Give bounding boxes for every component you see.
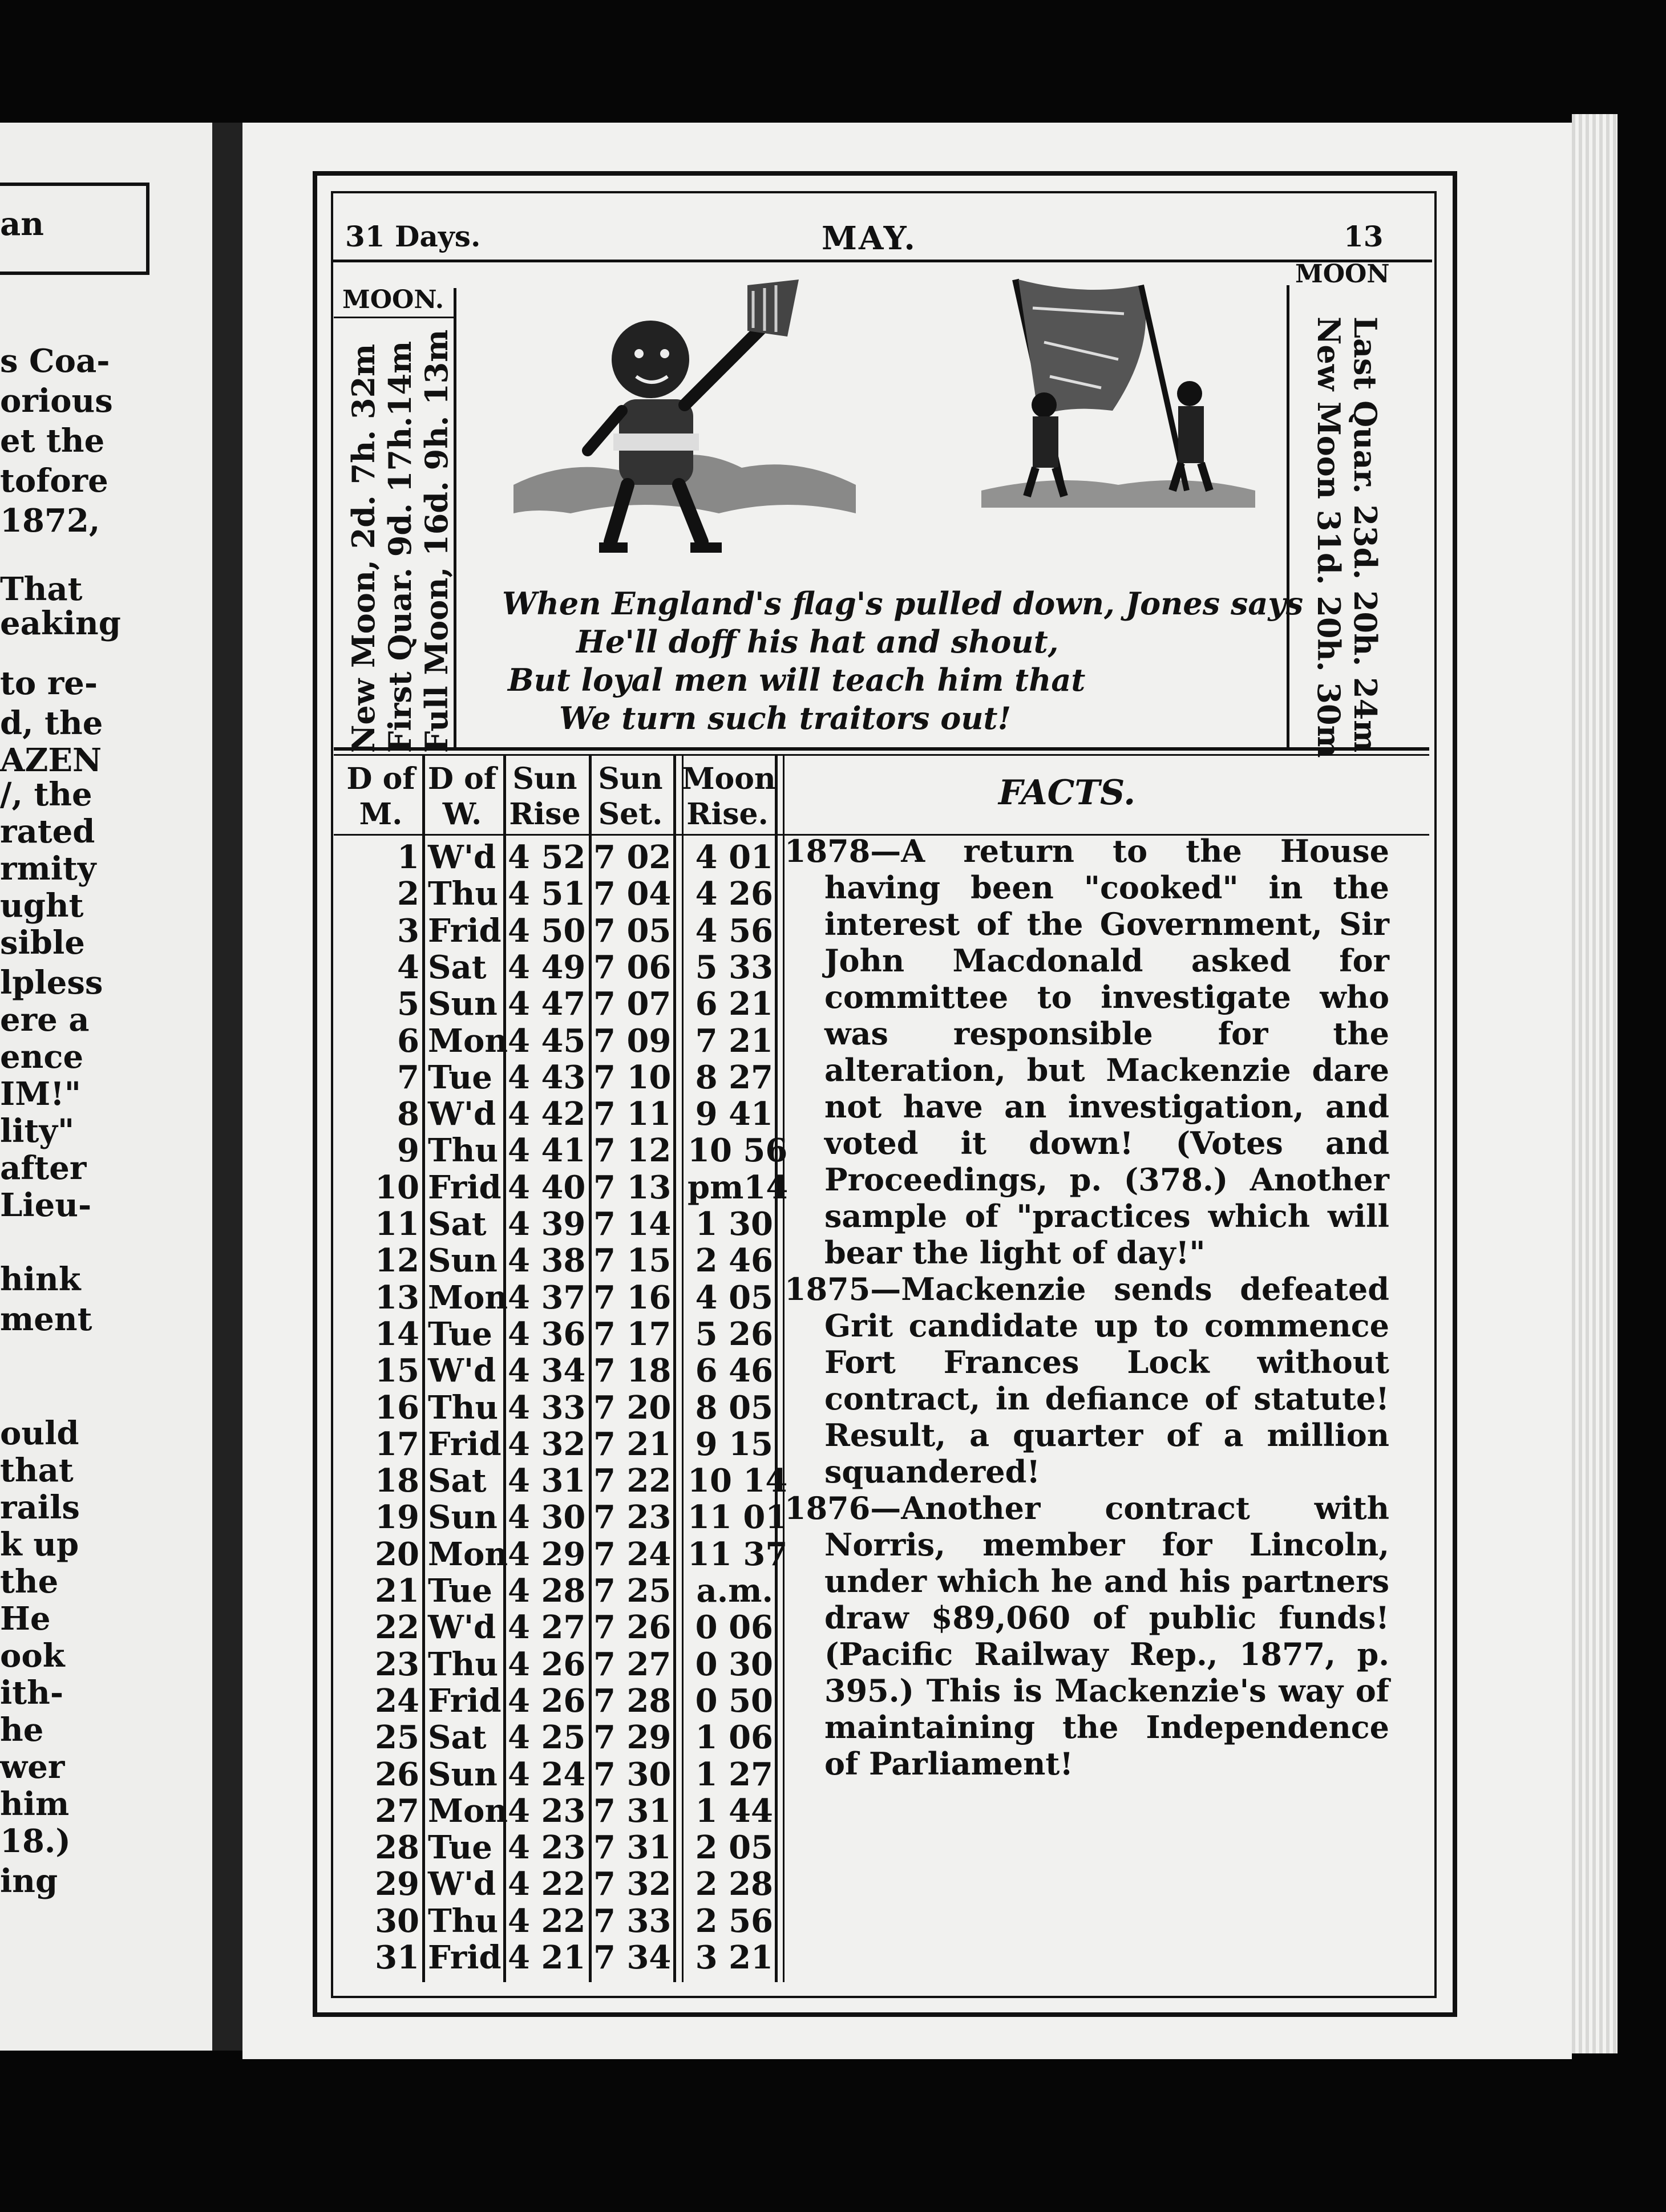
table-row [0, 1829, 799, 1865]
left-page-line: an [0, 205, 44, 243]
day-of-month-cell: 27 [375, 1792, 419, 1830]
sun-rise-cell: 4 43 [508, 1058, 586, 1096]
facts-title: FACTS. [998, 773, 1136, 813]
day-of-week-cell: Sun [428, 1755, 498, 1793]
left-page-line: He [0, 1600, 51, 1638]
table-top-rule-thin [334, 754, 1429, 756]
day-of-week-cell: Thu [428, 1645, 499, 1683]
sun-set-cell: 7 33 [593, 1902, 672, 1940]
day-of-week-cell: Sat [428, 948, 487, 986]
sun-set-cell: 7 07 [593, 985, 672, 1023]
table-row [0, 1279, 799, 1315]
sun-rise-cell: 4 38 [508, 1242, 586, 1280]
day-of-week-cell: Tue [428, 1572, 492, 1610]
sun-set-cell: 7 10 [593, 1058, 672, 1096]
sun-set-cell: 7 15 [593, 1242, 672, 1280]
jester-illustration [502, 268, 901, 588]
table-row [0, 1719, 799, 1755]
day-of-week-cell: Thu [428, 875, 499, 913]
day-of-month-cell: 24 [375, 1682, 419, 1720]
sun-rise-cell: 4 41 [508, 1132, 586, 1170]
day-of-month-cell: 3 [397, 911, 419, 950]
moon-left-phases [345, 330, 455, 753]
table-row [0, 1095, 799, 1132]
day-of-week-cell: W'd [428, 1865, 496, 1903]
moon-rise-cell: 1 27 [695, 1755, 773, 1793]
day-of-week-cell: W'd [428, 1609, 496, 1647]
day-of-month-cell: 22 [375, 1609, 419, 1647]
left-page-line: ence [0, 1038, 84, 1076]
day-of-week-cell: Mon [428, 1792, 508, 1830]
left-page-line: wer [0, 1748, 65, 1786]
sun-rise-cell: 4 25 [508, 1719, 586, 1757]
left-page-line: ing [0, 1862, 58, 1900]
sun-rise-cell: 4 23 [508, 1792, 586, 1830]
sun-rise-cell: 4 28 [508, 1572, 586, 1610]
sun-rise-cell: 4 37 [508, 1278, 586, 1316]
moon-rise-cell: 1 44 [695, 1792, 773, 1830]
day-of-month-cell: 14 [375, 1315, 419, 1353]
left-page-line: tofore [0, 462, 108, 500]
sun-set-cell: 7 06 [593, 948, 672, 986]
day-of-week-cell: Frid [428, 1939, 502, 1976]
sun-set-cell: 7 34 [593, 1939, 672, 1976]
moon-rise-cell: a.m. [696, 1572, 773, 1610]
day-of-month-cell: 1 [397, 838, 419, 876]
moon-rise-cell: 9 41 [695, 1095, 773, 1133]
sun-rise-cell: 4 31 [508, 1462, 586, 1500]
sun-rise-cell: 4 23 [508, 1829, 586, 1867]
day-of-week-cell: Thu [428, 1902, 499, 1940]
left-page-line: ith- [0, 1674, 64, 1712]
moon-left-label-rule [334, 317, 454, 318]
day-of-week-cell: W'd [428, 1095, 496, 1133]
header-sun-rise: Sun Rise [509, 761, 581, 832]
table-row [0, 875, 799, 911]
day-of-month-cell: 6 [397, 1022, 419, 1060]
day-of-month-cell: 10 [375, 1168, 419, 1206]
poem-line: But loyal men will teach him that [508, 662, 1086, 698]
sun-set-cell: 7 24 [593, 1535, 672, 1573]
left-page-line: k up [0, 1526, 79, 1563]
table-row [0, 1939, 799, 1975]
left-page-line: to re- [0, 665, 98, 702]
moon-rise-cell: 1 06 [695, 1719, 773, 1757]
table-row [0, 949, 799, 985]
day-of-week-cell: Frid [428, 1682, 502, 1720]
moon-rise-cell: 10 56 [688, 1132, 788, 1170]
day-of-week-cell: Frid [428, 1425, 502, 1463]
left-page-line: that [0, 1452, 74, 1489]
page-edges [1572, 114, 1618, 2053]
sun-set-cell: 7 21 [593, 1425, 672, 1463]
day-of-week-cell: Mon [428, 1022, 508, 1060]
left-page-line: him [0, 1785, 70, 1823]
sun-set-cell: 7 05 [593, 911, 672, 950]
day-of-week-cell: W'd [428, 1352, 496, 1390]
moon-left-line: New Moon, 2d. 7h. 32m [345, 343, 382, 753]
table-row [0, 1682, 799, 1719]
sun-rise-cell: 4 27 [508, 1609, 586, 1647]
poem-line: We turn such traitors out! [559, 700, 1012, 736]
day-of-month-cell: 2 [397, 875, 419, 913]
day-of-month-cell: 9 [397, 1132, 419, 1170]
left-page-line: rails [0, 1489, 80, 1526]
moon-rise-cell: 1 30 [695, 1205, 773, 1243]
day-of-week-cell: Frid [428, 911, 502, 950]
moon-rise-cell: 7 21 [695, 1022, 773, 1060]
moon-rise-cell: 3 21 [695, 1939, 773, 1976]
moon-rise-cell: 5 26 [695, 1315, 773, 1353]
day-of-month-cell: 29 [375, 1865, 419, 1903]
moon-rise-cell: 9 15 [695, 1425, 773, 1463]
sun-rise-cell: 4 51 [508, 875, 586, 913]
left-page-line: s Coa- [0, 342, 110, 380]
moon-left-line: Full Moon, 16d. 9h. 13m [418, 329, 455, 753]
sun-rise-cell: 4 52 [508, 838, 586, 876]
table-row [0, 1425, 799, 1462]
left-page-line: lpless [0, 964, 103, 1002]
day-of-month-cell: 19 [375, 1498, 419, 1537]
flag-illustration [970, 262, 1267, 513]
table-row [0, 1389, 799, 1425]
left-page-line: IM!" [0, 1075, 81, 1113]
table-row [0, 1536, 799, 1572]
moon-rise-cell: 0 06 [695, 1609, 773, 1647]
day-of-week-cell: Tue [428, 1315, 492, 1353]
moon-rise-cell: 8 05 [695, 1388, 773, 1427]
facts-text [785, 833, 1389, 1782]
sun-set-cell: 7 13 [593, 1168, 672, 1206]
moon-right-label: MOON [1295, 260, 1390, 289]
sun-rise-cell: 4 33 [508, 1388, 586, 1427]
day-of-week-cell: Mon [428, 1535, 508, 1573]
sun-rise-cell: 4 49 [508, 948, 586, 986]
table-row [0, 1902, 799, 1939]
day-of-week-cell: Sun [428, 985, 498, 1023]
poem-line: He'll doff his hat and shout, [576, 623, 1059, 660]
day-of-month-cell: 11 [375, 1205, 419, 1243]
moon-rise-cell: 4 05 [695, 1278, 773, 1316]
left-page-line: et the [0, 422, 105, 460]
table-row [0, 1169, 799, 1205]
sun-rise-cell: 4 40 [508, 1168, 586, 1206]
day-of-month-cell: 20 [375, 1535, 419, 1573]
sun-set-cell: 7 23 [593, 1498, 672, 1537]
day-of-week-cell: W'd [428, 838, 496, 876]
moon-rise-cell: 11 01 [688, 1498, 788, 1537]
day-of-month-cell: 13 [375, 1278, 419, 1316]
sun-set-cell: 7 12 [593, 1132, 672, 1170]
sun-rise-cell: 4 50 [508, 911, 586, 950]
fact-paragraph: 1878—A return to the House having been "cooked" in the interest of the Government, Sir John Macdonald asked for committee to investigate who was responsible for the alteration, but Mackenzie dare not have an investigation, and voted it down! (Votes and Proceedings, p. (378.) Another sample of "practices which will bear the light of day!" [785, 833, 1389, 1271]
fact-paragraph: 1875—Mackenzie sends defeated Grit candidate up to commence Fort Frances Lock without contract, in defiance of statute! Result, a quarter of a million squandered! [785, 1271, 1389, 1490]
table-row [0, 1059, 799, 1095]
left-page-line: rmity [0, 850, 96, 888]
sun-rise-cell: 4 21 [508, 1939, 586, 1976]
moon-rise-cell: 2 28 [695, 1865, 773, 1903]
left-page-line: ook [0, 1637, 65, 1675]
left-page-line: orious [0, 382, 113, 420]
sun-set-cell: 7 02 [593, 838, 672, 876]
header-d-of-m: D of M. [346, 761, 415, 832]
day-of-week-cell: Thu [428, 1388, 499, 1427]
table-row [0, 1315, 799, 1352]
table-row [0, 1242, 799, 1278]
moon-right-rule [1287, 285, 1289, 750]
day-of-month-cell: 17 [375, 1425, 419, 1463]
sun-set-cell: 7 22 [593, 1462, 672, 1500]
table-row [0, 1498, 799, 1535]
table-row [0, 1132, 799, 1168]
day-of-week-cell: Sun [428, 1242, 498, 1280]
day-of-month-cell: 12 [375, 1242, 419, 1280]
day-of-month-cell: 8 [397, 1095, 419, 1133]
sun-set-cell: 7 04 [593, 875, 672, 913]
moon-rise-cell: 0 50 [695, 1682, 773, 1720]
table-row [0, 1352, 799, 1388]
day-of-week-cell: Thu [428, 1132, 499, 1170]
sun-set-cell: 7 17 [593, 1315, 672, 1353]
day-of-week-cell: Mon [428, 1278, 508, 1316]
moon-rise-cell: 4 26 [695, 875, 773, 913]
sun-set-cell: 7 31 [593, 1792, 672, 1830]
table-row [0, 1572, 799, 1609]
sun-rise-cell: 4 22 [508, 1902, 586, 1940]
moon-right-line: New Moon 31d. 20h. 30m [1311, 317, 1347, 758]
sun-rise-cell: 4 24 [508, 1755, 586, 1793]
table-row [0, 1022, 799, 1059]
left-page-line: after [0, 1149, 87, 1187]
sun-rise-cell: 4 26 [508, 1645, 586, 1683]
moon-right-phases [1311, 317, 1384, 758]
table-row [0, 1609, 799, 1645]
moon-right-line: Last Quar. 23d. 20h. 24m [1347, 317, 1384, 753]
day-of-month-cell: 26 [375, 1755, 419, 1793]
page-number: 13 [1344, 220, 1384, 253]
table-row [0, 838, 799, 875]
day-of-month-cell: 21 [375, 1572, 419, 1610]
day-of-week-cell: Sat [428, 1205, 487, 1243]
sun-set-cell: 7 16 [593, 1278, 672, 1316]
left-page-line: the [0, 1563, 59, 1601]
sun-rise-cell: 4 34 [508, 1352, 586, 1390]
left-page-line: lity" [0, 1112, 75, 1150]
day-of-month-cell: 5 [397, 985, 419, 1023]
left-page-line: /, the [0, 776, 92, 813]
header-sun-set: Sun Set. [598, 761, 663, 832]
moon-rise-cell: 6 46 [695, 1352, 773, 1390]
day-of-week-cell: Tue [428, 1829, 492, 1867]
sun-rise-cell: 4 39 [508, 1205, 586, 1243]
sun-set-cell: 7 18 [593, 1352, 672, 1390]
table-row [0, 1205, 799, 1242]
days-count: 31 Days. [345, 220, 481, 253]
header-moon-rise: Moon Rise. [682, 761, 776, 832]
moon-rise-cell: 2 56 [695, 1902, 773, 1940]
moon-rise-cell: 4 01 [695, 838, 773, 876]
moon-rise-cell: 4 56 [695, 911, 773, 950]
sun-rise-cell: 4 45 [508, 1022, 586, 1060]
day-of-month-cell: 15 [375, 1352, 419, 1390]
table-row [0, 1646, 799, 1682]
sun-set-cell: 7 25 [593, 1572, 672, 1610]
sun-set-cell: 7 32 [593, 1865, 672, 1903]
day-of-month-cell: 16 [375, 1388, 419, 1427]
day-of-week-cell: Tue [428, 1058, 492, 1096]
header-d-of-w: D of W. [427, 761, 497, 832]
left-page-line: 18.) [0, 1822, 71, 1860]
sun-set-cell: 7 26 [593, 1609, 672, 1647]
moon-rise-cell: 10 14 [688, 1462, 788, 1500]
sun-set-cell: 7 11 [593, 1095, 672, 1133]
left-page-line: ught [0, 887, 84, 925]
day-of-week-cell: Sun [428, 1498, 498, 1537]
day-of-month-cell: 30 [375, 1902, 419, 1940]
moon-rise-cell: 8 27 [695, 1058, 773, 1096]
sun-set-cell: 7 27 [593, 1645, 672, 1683]
sun-rise-cell: 4 22 [508, 1865, 586, 1903]
left-page-line: ould [0, 1415, 79, 1452]
left-page-line: d, the [0, 704, 103, 742]
left-page-line: ment [0, 1301, 92, 1338]
left-page-line: AZEN [0, 742, 102, 779]
moon-rise-cell: pm14 [688, 1168, 788, 1206]
table-row [0, 985, 799, 1022]
sun-rise-cell: 4 32 [508, 1425, 586, 1463]
month-title: MAY. [822, 220, 917, 257]
moon-rise-cell: 5 33 [695, 948, 773, 986]
table-row [0, 1756, 799, 1792]
moon-rise-cell: 0 30 [695, 1645, 773, 1683]
sun-rise-cell: 4 42 [508, 1095, 586, 1133]
sun-rise-cell: 4 29 [508, 1535, 586, 1573]
table-row [0, 1865, 799, 1902]
moon-rise-cell: 11 37 [688, 1535, 788, 1573]
table-row [0, 912, 799, 949]
poem [502, 585, 1304, 738]
moon-left-line: First Quar. 9d. 17h.14m [382, 341, 418, 753]
sun-set-cell: 7 29 [593, 1719, 672, 1757]
day-of-week-cell: Sat [428, 1719, 487, 1757]
header-divider [331, 260, 1432, 262]
table-top-rule [334, 747, 1429, 751]
sun-set-cell: 7 09 [593, 1022, 672, 1060]
moon-rise-cell: 2 05 [695, 1829, 773, 1867]
day-of-week-cell: Frid [428, 1168, 502, 1206]
sun-set-cell: 7 30 [593, 1755, 672, 1793]
day-of-month-cell: 4 [397, 948, 419, 986]
table-row [0, 1462, 799, 1498]
left-page-line: sible [0, 924, 85, 962]
left-page-line: he [0, 1711, 44, 1749]
sun-rise-cell: 4 47 [508, 985, 586, 1023]
moon-left-label: MOON. [342, 285, 444, 314]
fact-paragraph: 1876—Another contract with Norris, member for Lincoln, under which he and his partners draw $89,060 of public funds! (Pacific Railway Rep., 1877, p. 395.) This is Mackenzie's way of maintaining the Independence of Parliament! [785, 1490, 1389, 1782]
sun-rise-cell: 4 36 [508, 1315, 586, 1353]
moon-rise-cell: 6 21 [695, 985, 773, 1023]
left-page-line: That [0, 570, 83, 608]
left-page-line: eaking [0, 605, 121, 642]
left-page-line: 1872, [0, 502, 100, 540]
sun-set-cell: 7 14 [593, 1205, 672, 1243]
day-of-month-cell: 25 [375, 1719, 419, 1757]
sun-set-cell: 7 31 [593, 1829, 672, 1867]
day-of-month-cell: 7 [397, 1058, 419, 1096]
day-of-month-cell: 28 [375, 1829, 419, 1867]
left-page-line: Lieu- [0, 1186, 92, 1224]
sun-rise-cell: 4 26 [508, 1682, 586, 1720]
sun-set-cell: 7 20 [593, 1388, 672, 1427]
poem-line: When England's flag's pulled down, Jones says [502, 585, 1304, 622]
left-page-line: hink [0, 1261, 81, 1298]
day-of-month-cell: 23 [375, 1645, 419, 1683]
sun-set-cell: 7 28 [593, 1682, 672, 1720]
day-of-month-cell: 18 [375, 1462, 419, 1500]
moon-rise-cell: 2 46 [695, 1242, 773, 1280]
sun-rise-cell: 4 30 [508, 1498, 586, 1537]
table-row [0, 1792, 799, 1829]
day-of-week-cell: Sat [428, 1462, 487, 1500]
left-page-line: ere a [0, 1001, 90, 1039]
left-page-line: rated [0, 813, 95, 850]
day-of-month-cell: 31 [375, 1939, 419, 1976]
